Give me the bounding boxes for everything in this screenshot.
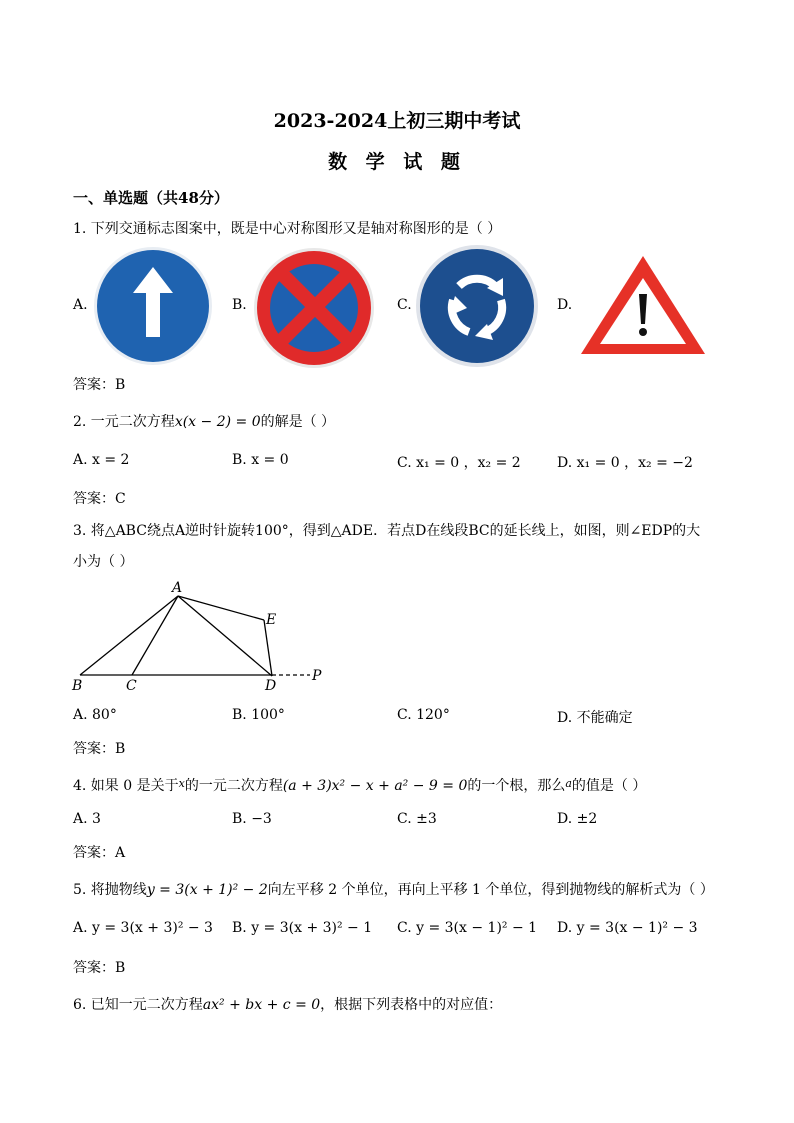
q4-text-c: 的一个根，那么 — [467, 778, 566, 794]
question-3-line-2: 小为（ ） — [73, 554, 134, 570]
q2-option-a: A. x = 2 — [73, 452, 130, 468]
q4-answer: 答案：A — [73, 845, 126, 861]
q3-option-b: B. 100° — [232, 707, 285, 723]
q3-option-d: D. 不能确定 — [557, 710, 633, 726]
q4-text-b: 的一元二次方程 — [184, 778, 283, 794]
q2-prefix: 2. 一元二次方程 — [73, 414, 175, 430]
question-4-text — [73, 775, 646, 795]
q4-text-a: 4. 如果 0 是关于 — [73, 778, 179, 794]
no-stopping-sign-icon — [252, 247, 376, 373]
q3-option-c: C. 120° — [397, 707, 450, 723]
q4-var-x: x — [178, 777, 185, 790]
q4-text-d: 的值是（ ） — [571, 778, 647, 794]
q4-option-b: B. −3 — [232, 811, 272, 827]
q1-option-b-label: B. — [232, 297, 247, 313]
figure-label-c: C — [126, 678, 137, 694]
q4-equation: (a + 3)x² − x + a² − 9 = 0 — [282, 778, 468, 794]
q2-answer: 答案：C — [73, 491, 126, 507]
q2-suffix: 的解是（ ） — [260, 414, 336, 430]
q5-suffix: 向左平移 2 个单位，再向上平移 1 个单位，得到抛物线的解析式为（ ） — [267, 882, 714, 898]
figure-label-d: D — [265, 678, 277, 694]
q1-answer: 答案：B — [73, 377, 126, 393]
figure-label-e: E — [266, 612, 277, 628]
roundabout-sign-icon — [415, 244, 539, 372]
section-heading: 一、单选题（共48分） — [73, 189, 229, 207]
straight-ahead-sign-icon — [92, 245, 214, 371]
page-title: 2023-2024上初三期中考试 — [273, 110, 521, 132]
q5-option-b: B. y = 3(x + 3)² − 1 — [232, 920, 373, 936]
q5-prefix: 5. 将抛物线 — [73, 882, 147, 898]
page-subtitle: 数 学 试 题 — [328, 151, 466, 173]
q5-equation: y = 3(x + 1)² − 2 — [146, 882, 268, 898]
q2-option-c: C. x₁ = 0 ，x₂ = 2 — [397, 455, 521, 471]
q6-suffix: ，根据下列表格中的对应值： — [320, 997, 503, 1013]
question-6-text — [73, 994, 502, 1014]
q6-equation: ax² + bx + c = 0 — [202, 997, 321, 1013]
q4-var-a: a — [565, 777, 572, 790]
warning-sign-icon — [578, 252, 708, 362]
question-2-text — [73, 411, 335, 431]
q1-option-a-label: A. — [73, 297, 88, 313]
figure-label-p: P — [312, 668, 322, 684]
q4-option-c: C. ±3 — [397, 811, 437, 827]
q1-option-d-label: D. — [557, 297, 573, 313]
question-3-line-1: 3. 将△ABC绕点A逆时针旋转100°，得到△ADE．若点D在线段BC的延长线上，如图，则∠EDP的大 — [73, 523, 701, 539]
q1-option-c-label: C. — [397, 297, 412, 313]
q2-option-b: B. x = 0 — [232, 452, 289, 468]
q5-answer: 答案：B — [73, 960, 126, 976]
q4-option-a: A. 3 — [73, 811, 101, 827]
q5-option-d: D. y = 3(x − 1)² − 3 — [557, 920, 698, 936]
question-1-text: 1. 下列交通标志图案中，既是中心对称图形又是轴对称图形的是（ ） — [73, 221, 502, 237]
q5-option-c: C. y = 3(x − 1)² − 1 — [397, 920, 538, 936]
question-5-text — [73, 879, 714, 899]
figure-label-b: B — [72, 678, 83, 694]
q3-geometry-figure — [68, 578, 338, 698]
q5-option-a: A. y = 3(x + 3)² − 3 — [73, 920, 213, 936]
q3-answer: 答案：B — [73, 741, 126, 757]
q6-prefix: 6. 已知一元二次方程 — [73, 997, 203, 1013]
q4-option-d: D. ±2 — [557, 811, 598, 827]
q2-option-d: D. x₁ = 0 ，x₂ = −2 — [557, 455, 693, 471]
q3-option-a: A. 80° — [73, 707, 117, 723]
q2-equation: x(x − 2) = 0 — [174, 414, 261, 430]
figure-label-a: A — [172, 580, 183, 596]
